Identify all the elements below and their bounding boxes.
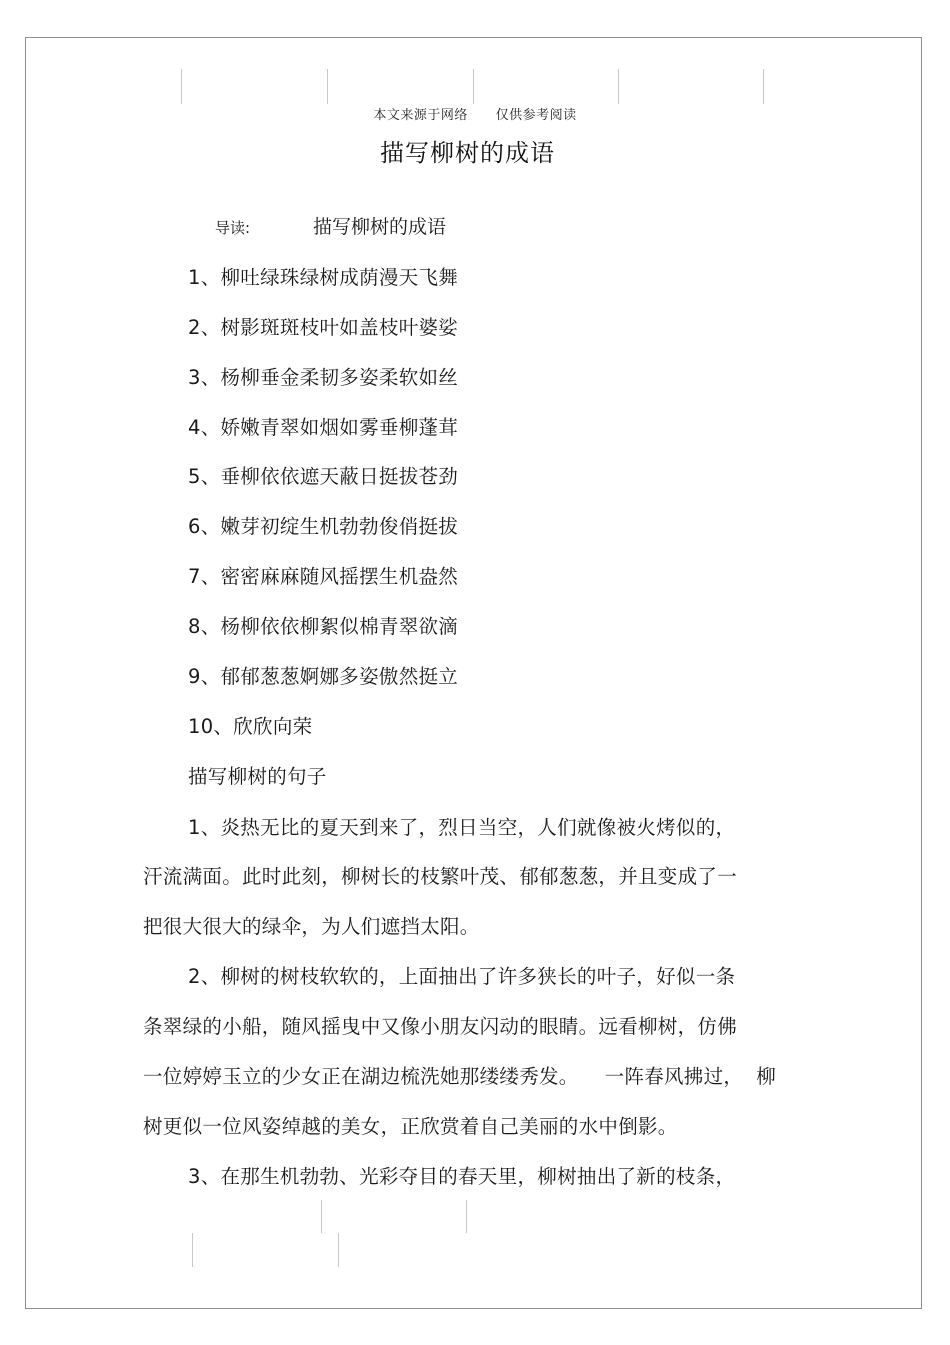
- top-tick: [181, 69, 182, 104]
- paragraph-line: 一位婷婷玉立的少女正在湖边梳洗她那缕缕秀发。 一阵春风拂过， 柳: [143, 1065, 776, 1088]
- bottom-tick: [338, 1233, 339, 1267]
- paragraph-line: 汗流满面。此时此刻，柳树长的枝繁叶茂、郁郁葱葱，并且变成了一: [143, 865, 738, 888]
- top-tick: [763, 69, 764, 104]
- idiom-item: 3、杨柳垂金柔韧多姿柔软如丝: [188, 366, 459, 389]
- document-title: 描写柳树的成语: [380, 139, 555, 167]
- idiom-item: 6、嫩芽初绽生机勃勃俊俏挺拔: [188, 515, 459, 538]
- lead-label: 导读:: [215, 219, 251, 237]
- paragraph-line: 1、炎热无比的夏天到来了，烈日当空，人们就像被火烤似的，: [188, 816, 736, 839]
- idiom-item: 5、垂柳依依遮天蔽日挺拔苍劲: [188, 465, 459, 488]
- bottom-tick: [321, 1200, 322, 1233]
- idiom-item: 4、娇嫩青翠如烟如雾垂柳蓬茸: [188, 416, 459, 439]
- top-tick: [618, 69, 619, 104]
- idiom-item: 9、郁郁葱葱婀娜多姿傲然挺立: [188, 665, 459, 688]
- idiom-item: 10、欣欣向荣: [188, 715, 313, 738]
- idiom-item: 8、杨柳依依柳絮似棉青翠欲滴: [188, 615, 459, 638]
- idiom-item: 1、柳吐绿珠绿树成荫漫天飞舞: [188, 266, 459, 289]
- section-heading: 描写柳树的句子: [188, 765, 327, 788]
- top-tick: [327, 69, 328, 104]
- paragraph-line: 条翠绿的小船，随风摇曳中又像小朋友闪动的眼睛。远看柳树，仿佛: [143, 1015, 738, 1038]
- idiom-item: 2、树影斑斑枝叶如盖枝叶婆娑: [188, 316, 459, 339]
- lead-line: [215, 212, 446, 239]
- top-tick: [473, 69, 474, 104]
- header-note: 本文来源于网络 仅供参考阅读: [373, 108, 577, 123]
- paragraph-line: 2、柳树的树枝软软的，上面抽出了许多狭长的叶子，好似一条: [188, 965, 736, 988]
- paragraph-line: 树更似一位风姿绰越的美女，正欣赏着自己美丽的水中倒影。: [143, 1115, 678, 1138]
- paragraph-line: 3、在那生机勃勃、光彩夺目的春天里，柳树抽出了新的枝条，: [188, 1165, 736, 1188]
- bottom-tick: [466, 1200, 467, 1233]
- bottom-tick: [192, 1233, 193, 1267]
- paragraph-line: 把很大很大的绿伞，为人们遮挡太阳。: [143, 915, 480, 938]
- idiom-item: 7、密密麻麻随风摇摆生机盎然: [188, 565, 459, 588]
- lead-text: 描写柳树的成语: [313, 216, 447, 238]
